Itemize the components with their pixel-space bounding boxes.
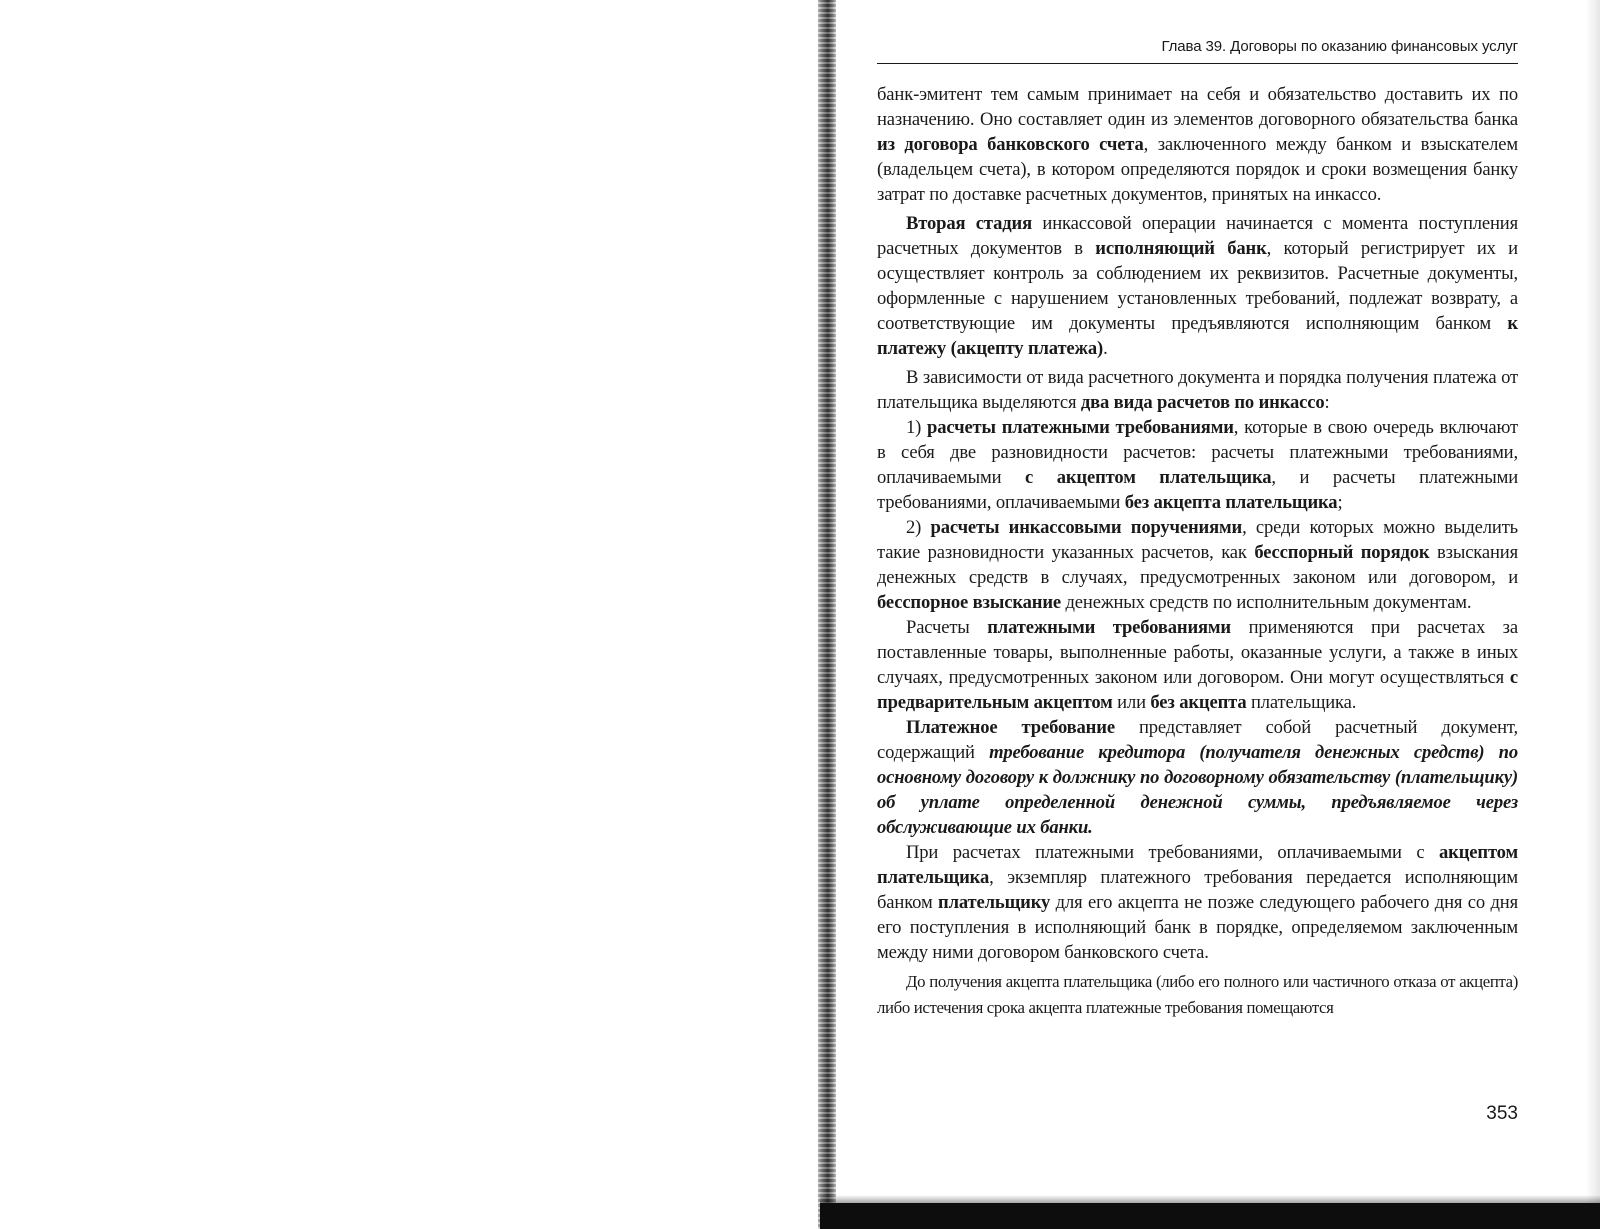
bold-term: исполняющий банк bbox=[1095, 238, 1267, 259]
text-run: При расчетах платежными требованиями, оплачиваемыми с bbox=[906, 842, 1439, 863]
text-run: применяются при расчетах за поставленные товары, выполненные работы, оказанные услуги, а также в иных случаях, предусмотренных законом или договором. Они могут осуществляться bbox=[877, 617, 1518, 688]
bold-term: бесспорный порядок bbox=[1254, 542, 1430, 563]
paragraph-2 bbox=[877, 211, 1518, 361]
text-run: ; bbox=[1337, 492, 1343, 513]
book-spine-shadow bbox=[818, 0, 836, 1229]
text-run: , которые в свою очередь включают в себя две разновидности расчетов: расчеты платежными требованиями, оплачиваемыми bbox=[877, 417, 1518, 488]
bold-italic-definition: требование кредитора (получателя денежных средств) по основному договору к должнику по договорному обязательству (плательщику) об уплате определенной денежной суммы, предъявляемое через обслуживающие их банки. bbox=[877, 742, 1518, 838]
bold-term: Платежное требование bbox=[906, 717, 1115, 738]
text-run: для его акцепта не позже следующего рабочего дня со дня его поступления в исполняющий банк в порядке, определяемом заключенным между ними договором банковского счета. bbox=[877, 892, 1518, 963]
bold-term: расчеты платежными требованиями bbox=[927, 417, 1234, 438]
paragraph-6 bbox=[877, 615, 1518, 715]
text-run: банк-эмитент тем самым принимает на себя и обязательство доставить их по назначению. Оно составляет один из элементов договорного обязательства банка bbox=[877, 84, 1518, 130]
page-number: 353 bbox=[1486, 1103, 1518, 1124]
text-run: , и расчеты платежными требованиями, оплачиваемыми bbox=[877, 467, 1518, 513]
text-run: , заключенного между банком и взыскателем (владельцем счета), в котором определяются порядок и сроки возмещения банку затрат по доставке расчетных документов, принятых на инкассо. bbox=[877, 134, 1518, 205]
scan-bottom-border bbox=[820, 1203, 1600, 1229]
paragraph-9 bbox=[877, 969, 1518, 1021]
running-head: Глава 39. Договоры по оказанию финансовых услуг bbox=[877, 38, 1518, 64]
text-run: 2) bbox=[906, 517, 931, 538]
bold-term: два вида расчетов по инкассо bbox=[1080, 392, 1325, 413]
text-run: или bbox=[1112, 692, 1151, 713]
list-item-2 bbox=[877, 515, 1518, 615]
text-run: взыскания денежных средств в случаях, предусмотренных законом или договором, и bbox=[877, 542, 1519, 588]
paragraph-7 bbox=[877, 715, 1518, 840]
list-item-1 bbox=[877, 415, 1518, 515]
paragraph-8 bbox=[877, 840, 1518, 965]
text-run: , среди которых можно выделить такие разновидности указанных расчетов, как bbox=[877, 517, 1518, 563]
text-run: 1) bbox=[906, 417, 928, 438]
bold-term: платежными требованиями bbox=[987, 617, 1231, 638]
paragraph-3 bbox=[877, 365, 1518, 415]
bold-term: без акцепта bbox=[1150, 692, 1247, 713]
text-run: представляет собой расчетный документ, содержащий bbox=[877, 717, 1518, 763]
text-run: : bbox=[1324, 392, 1330, 413]
bold-term: из договора банковского счета bbox=[877, 134, 1144, 155]
text-run: Расчеты bbox=[906, 617, 988, 638]
bold-term: с акцептом плательщика bbox=[1025, 467, 1272, 488]
paragraph-1 bbox=[877, 82, 1518, 207]
bold-term: плательщику bbox=[938, 892, 1051, 913]
bold-term: расчеты инкассовыми поручениями bbox=[930, 517, 1243, 538]
text-run: , который регистрирует их и осуществляет контроль за соблюдением их реквизитов. Расчетные документы, оформленные с нарушением установленных требований, подлежат возврату, а соответствующие им документы предъявляются исполняющим банком bbox=[877, 238, 1518, 334]
text-run: , экземпляр платежного требования передается исполняющим банком bbox=[877, 867, 1518, 913]
text-run: денежных средств по исполнительным документам. bbox=[1061, 592, 1472, 613]
text-run: инкассовой операции начинается с момента поступления расчетных документов в bbox=[877, 213, 1518, 259]
page-right-edge bbox=[1586, 0, 1600, 1229]
book-page bbox=[877, 38, 1518, 1021]
body-text bbox=[877, 82, 1518, 1021]
bold-term: бесспорное взыскание bbox=[877, 592, 1061, 613]
bold-term: Вторая стадия bbox=[906, 213, 1032, 234]
text-run: До получения акцепта плательщика (либо его полного или частичного отказа от акцепта) либо истечения срока акцепта платежные требования помещаются bbox=[877, 972, 1518, 1017]
bold-term: с предварительным акцептом bbox=[877, 667, 1518, 713]
text-run: плательщика. bbox=[1246, 692, 1357, 713]
bold-term: к платежу (акцепту платежа) bbox=[877, 313, 1518, 359]
bold-term: акцептом плательщика bbox=[877, 842, 1518, 888]
text-run: В зависимости от вида расчетного документа и порядка получения платежа от плательщика выделяются bbox=[877, 367, 1518, 413]
text-run: . bbox=[1103, 338, 1108, 359]
bold-term: без акцепта плательщика bbox=[1124, 492, 1338, 513]
